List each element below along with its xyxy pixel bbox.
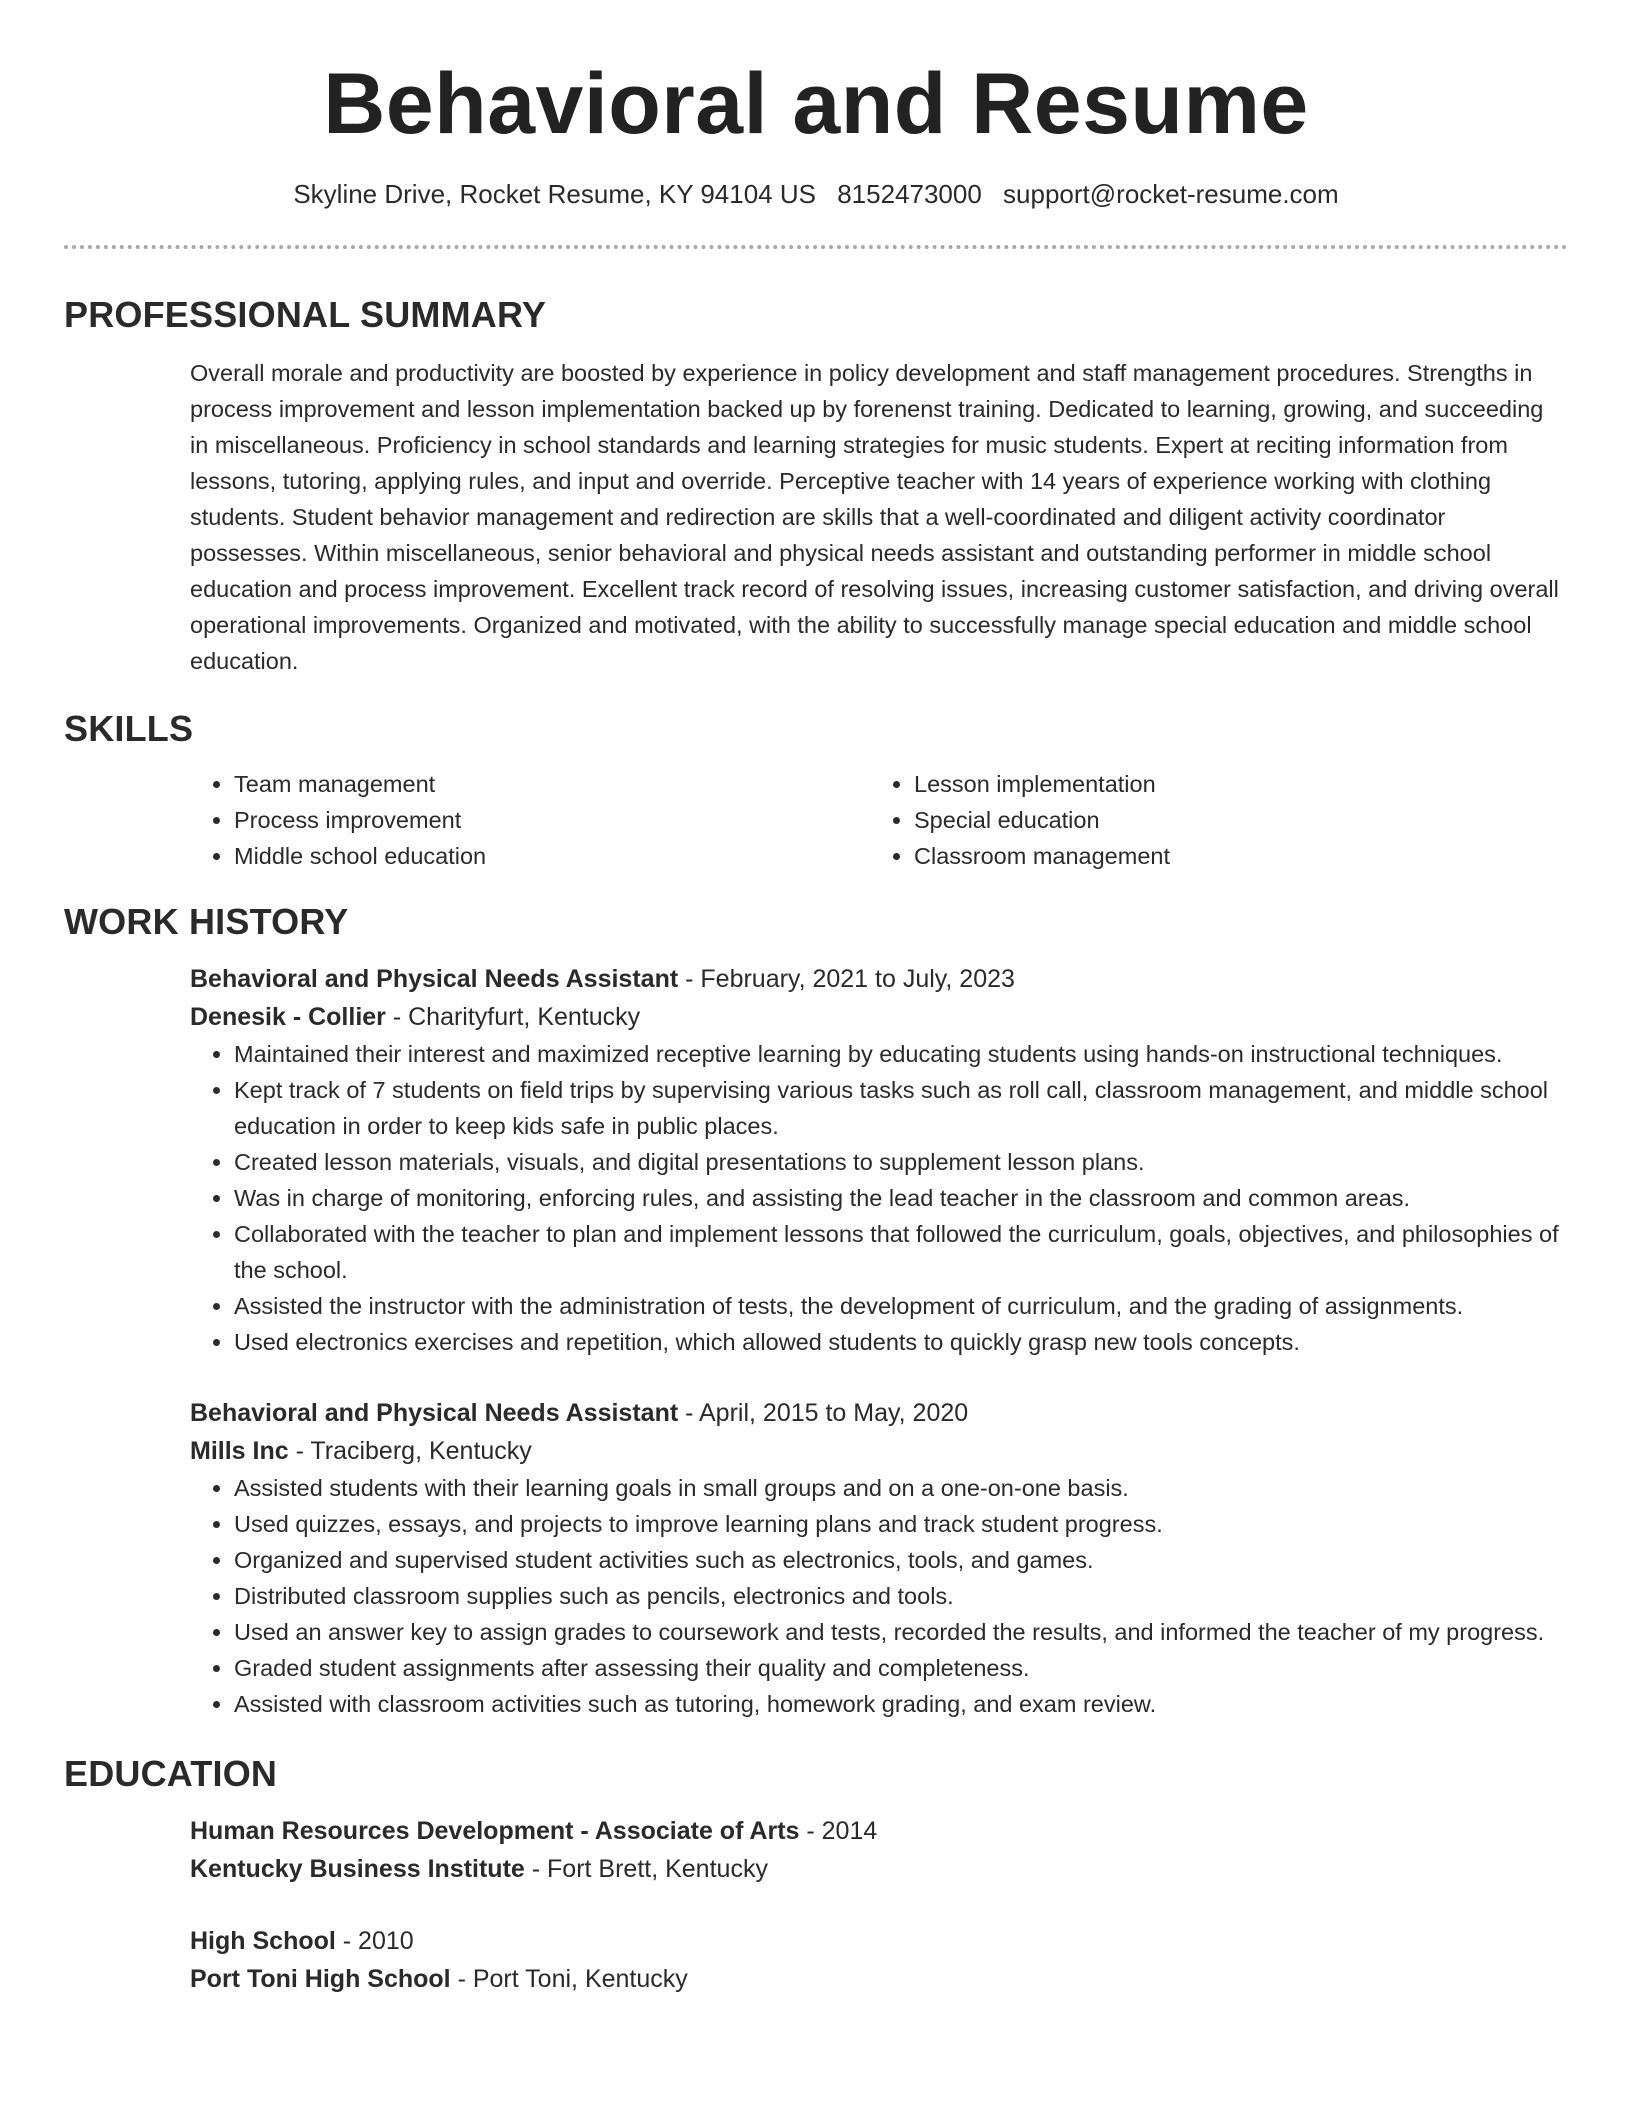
skills-heading: SKILLS [64, 708, 194, 749]
job-bullet: • Maintained their interest and maximized receptive learning by educating students using hands-on instructional techniques. [234, 1036, 1568, 1072]
contact-address: Skyline Drive, Rocket Resume, KY 94104 US [293, 179, 816, 209]
education-year: - 2010 [335, 1927, 414, 1955]
education-school: Kentucky Business Institute [190, 1855, 525, 1883]
job-bullet: • Assisted with classroom activities such as tutoring, homework grading, and exam review. [234, 1686, 1568, 1722]
job-bullet: • Organized and supervised student activities such as electronics, tools, and games. [234, 1542, 1568, 1578]
job-company-line [190, 1432, 1568, 1470]
job-bullet: • Distributed classroom supplies such as pencils, electronics and tools. [234, 1578, 1568, 1614]
job-location: - Charityfurt, Kentucky [385, 1003, 641, 1031]
job-bullets [190, 1036, 1568, 1360]
skills-column-left [190, 766, 870, 874]
education-heading: EDUCATION [64, 1753, 278, 1794]
education-degree: High School [190, 1927, 336, 1955]
job-company: Mills Inc [190, 1437, 289, 1465]
skill-item: • Special education [914, 802, 1550, 838]
work-history-heading: WORK HISTORY [64, 901, 349, 942]
education-degree-line [190, 1922, 1568, 1960]
summary-text: Overall morale and productivity are boosted by experience in policy development and staff management procedures. Strengths in process improvement and lesson implementation backed up by forenenst training. Dedicated to learning, growing, and succeeding in miscellaneous. Proficiency in school standards and learning strategies for music students. Expert at reciting information from lessons, tutoring, applying rules, and input and override. Perceptive teacher with 14 years of experience working with clothing students. Student behavior management and redirection are skills that a well-coordinated and diligent activity coordinator possesses. Within miscellaneous, senior behavioral and physical needs assistant and outstanding performer in middle school education and process improvement. Excellent track record of resolving issues, increasing customer satisfaction, and driving overall operational improvements. Organized and motivated, with the ability to successfully manage special education and middle school education. [190, 360, 1559, 674]
contact-email: support@rocket-resume.com [1003, 179, 1339, 209]
education-degree: Human Resources Development - Associate of Arts [190, 1817, 800, 1845]
job-bullet: • Used an answer key to assign grades to coursework and tests, recorded the results, and informed the teacher of my progress. [234, 1614, 1568, 1650]
education-entry [190, 1922, 1568, 1998]
skill-item: • Process improvement [234, 802, 870, 838]
job-role: Behavioral and Physical Needs Assistant [190, 965, 679, 993]
job-bullet: • Used electronics exercises and repetition, which allowed students to quickly grasp new tools concepts. [234, 1324, 1568, 1360]
job-title-line [190, 960, 1568, 998]
education-school: Port Toni High School [190, 1965, 451, 1993]
resume-page [64, 0, 1568, 1998]
job-entry [190, 1394, 1568, 1722]
job-dates: - April, 2015 to May, 2020 [678, 1399, 969, 1427]
job-entry [190, 960, 1568, 1360]
job-bullet: • Used quizzes, essays, and projects to improve learning plans and track student progress. [234, 1506, 1568, 1542]
header-divider [64, 245, 1568, 249]
summary-heading: PROFESSIONAL SUMMARY [64, 294, 547, 335]
job-location: - Traciberg, Kentucky [288, 1437, 532, 1465]
education-location: - Port Toni, Kentucky [450, 1965, 688, 1993]
job-title-line [190, 1394, 1568, 1432]
contact-line [64, 177, 1568, 211]
education-school-line [190, 1850, 1568, 1888]
job-bullets [190, 1470, 1568, 1722]
skill-item: • Team management [234, 766, 870, 802]
job-role: Behavioral and Physical Needs Assistant [190, 1399, 679, 1427]
skill-item: • Classroom management [914, 838, 1550, 874]
skill-item: • Middle school education [234, 838, 870, 874]
resume-name: Behavioral and Resume [323, 56, 1309, 152]
education-degree-line [190, 1812, 1568, 1850]
skills-column-right [870, 766, 1550, 874]
contact-phone: 8152473000 [837, 179, 982, 209]
job-bullet: • Was in charge of monitoring, enforcing rules, and assisting the lead teacher in the classroom and common areas. [234, 1180, 1568, 1216]
education-location: - Fort Brett, Kentucky [524, 1855, 768, 1883]
job-company: Denesik - Collier [190, 1003, 386, 1031]
job-bullet: • Graded student assignments after assessing their quality and completeness. [234, 1650, 1568, 1686]
job-bullet: • Assisted the instructor with the administration of tests, the development of curriculum, and the grading of assignments. [234, 1288, 1568, 1324]
job-dates: - February, 2021 to July, 2023 [678, 965, 1015, 993]
job-bullet: • Kept track of 7 students on field trips by supervising various tasks such as roll call, classroom management, and middle school education in order to keep kids safe in public places. [234, 1072, 1568, 1144]
job-bullet: • Assisted students with their learning goals in small groups and on a one-on-one basis. [234, 1470, 1568, 1506]
skill-item: • Lesson implementation [914, 766, 1550, 802]
job-bullet: • Created lesson materials, visuals, and digital presentations to supplement lesson plans. [234, 1144, 1568, 1180]
education-year: - 2014 [799, 1817, 878, 1845]
job-bullet: • Collaborated with the teacher to plan and implement lessons that followed the curriculum, goals, objectives, and philosophies of the school. [234, 1216, 1568, 1288]
skills-list [190, 766, 1568, 874]
job-company-line [190, 998, 1568, 1036]
education-entry [190, 1812, 1568, 1888]
education-school-line [190, 1960, 1568, 1998]
